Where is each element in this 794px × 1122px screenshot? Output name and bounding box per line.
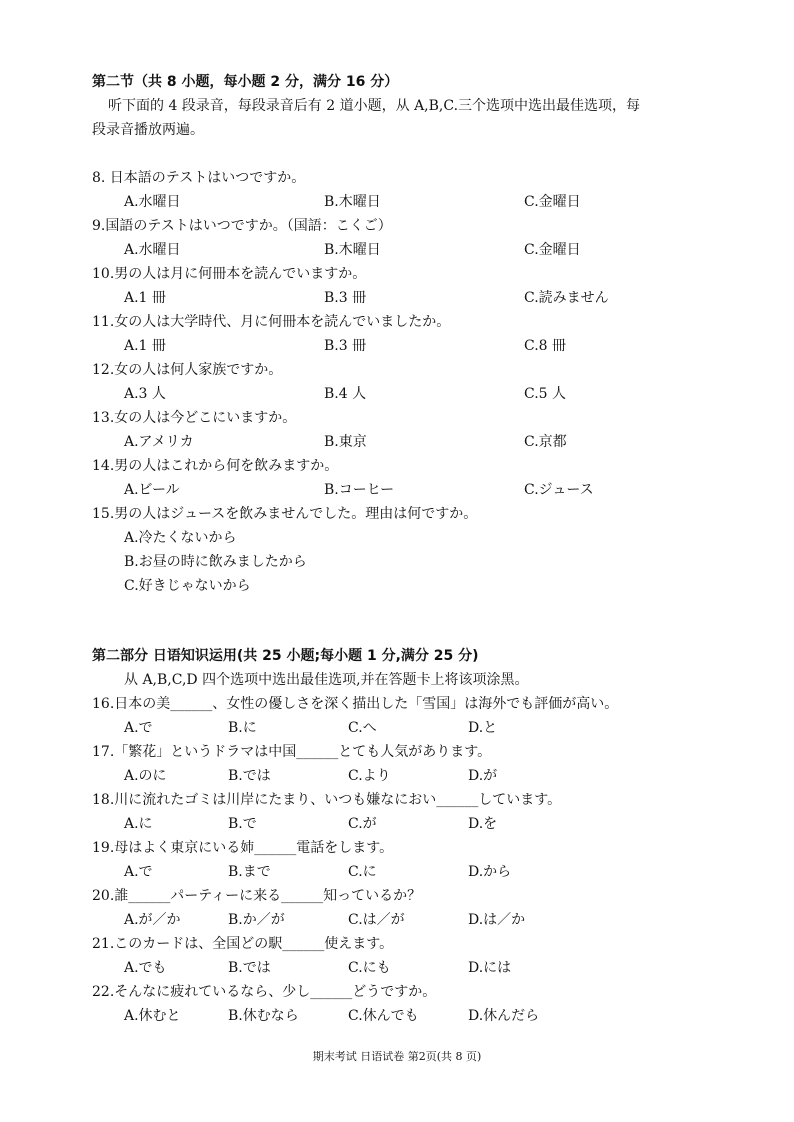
option-d: D.を <box>468 816 498 832</box>
section-title: 第二节（共 8 小题，每小题 2 分，满分 16 分） <box>92 74 399 90</box>
question-19: 19.母はよく東京にいる姉______電話をします。 <box>92 840 394 856</box>
option-d: D.から <box>468 864 512 880</box>
option-a: A.3 人 <box>124 386 166 402</box>
option-b: B.まで <box>228 864 271 880</box>
option-c: C.にも <box>348 960 391 976</box>
page-footer: 期末考试 日语试卷 第2页(共 8 页) <box>312 1050 482 1063</box>
option-b: B.で <box>228 816 257 832</box>
option-c: C.金曜日 <box>524 242 581 258</box>
option-a: A.水曜日 <box>124 242 181 258</box>
question-10: 10.男の人は月に何冊本を読んでいますか。 <box>92 266 367 282</box>
option-b: B.休むなら <box>228 1008 299 1024</box>
option-b: B.東京 <box>324 434 367 450</box>
part-title: 第二部分 日语知识运用(共 25 小题;每小题 1 分,满分 25 分) <box>92 648 479 664</box>
option-a: A.アメリカ <box>124 434 194 450</box>
section-instructions-cont: 段录音播放两遍。 <box>92 122 204 138</box>
option-b: B.木曜日 <box>324 242 381 258</box>
option-b: B.か／が <box>228 912 285 928</box>
option-c: C.読みません <box>524 290 609 306</box>
option-b: B.木曜日 <box>324 194 381 210</box>
option-d: D.休んだら <box>468 1008 540 1024</box>
option-c: C.が <box>348 816 377 832</box>
question-17: 17.「繁花」というドラマは中国______とても人気があります。 <box>92 744 492 760</box>
option-c: C.京都 <box>524 434 567 450</box>
option-d: D.と <box>468 720 498 736</box>
question-16: 16.日本の美______、女性の優しさを深く描出した「雪国」は海外でも評価が高い。 <box>92 696 619 712</box>
option-a: A.に <box>124 816 153 832</box>
question-20: 20.誰______パーティーに来る______知っているか？ <box>92 888 422 904</box>
option-a: A.水曜日 <box>124 194 181 210</box>
option-a: A.1 冊 <box>124 338 166 354</box>
option-a: A.が／か <box>124 912 181 928</box>
option-b: B.では <box>228 960 271 976</box>
option-b: B.3 冊 <box>324 338 367 354</box>
option-d: D.は／か <box>468 912 526 928</box>
question-21: 21.このカードは、全国どの駅______使えます。 <box>92 936 394 952</box>
question-22: 22.そんなに疲れているなら、少し______どうですか。 <box>92 984 437 1000</box>
option-b: B.に <box>228 720 257 736</box>
option-d: D.が <box>468 768 498 784</box>
option-a: A.ビール <box>124 482 180 498</box>
question-12: 12.女の人は何人家族ですか。 <box>92 362 283 378</box>
option-c: C.より <box>348 768 391 784</box>
question-18: 18.川に流れたゴミは川岸にたまり、いつも嫌なにおい______しています。 <box>92 792 562 808</box>
option-b: B.4 人 <box>324 386 367 402</box>
question-14: 14.男の人はこれから何を飲みますか。 <box>92 458 339 474</box>
option-c: C.は／が <box>348 912 405 928</box>
option-a: A.休むと <box>124 1008 181 1024</box>
option-c: C.好きじゃないから <box>124 578 251 594</box>
option-b: B.3 冊 <box>324 290 367 306</box>
question-13: 13.女の人は今どこにいますか。 <box>92 410 297 426</box>
section-instructions: 听下面的 4 段录音，每段录音后有 2 道小题，从 A,B,C.三个选项中选出最佳选项，每 <box>108 98 641 114</box>
question-11: 11.女の人は大学時代、月に何冊本を読んでいましたか。 <box>92 314 451 330</box>
option-c: C.金曜日 <box>524 194 581 210</box>
option-b: B.コーヒー <box>324 482 395 498</box>
option-a: A.1 冊 <box>124 290 166 306</box>
question-15: 15.男の人はジュースを飲みませんでした。理由は何ですか。 <box>92 506 478 522</box>
option-b: B.では <box>228 768 271 784</box>
option-a: A.でも <box>124 960 167 976</box>
option-c: C.8 冊 <box>524 338 567 354</box>
option-c: C.に <box>348 864 377 880</box>
option-a: A.冷たくないから <box>124 530 237 546</box>
question-8: 8. 日本語のテストはいつですか。 <box>92 170 306 186</box>
option-b: B.お昼の時に飲みましたから <box>124 554 307 570</box>
option-c: C.ジュース <box>524 482 594 498</box>
option-c: C.へ <box>348 720 377 736</box>
option-a: A.で <box>124 720 153 736</box>
option-d: D.には <box>468 960 512 976</box>
option-a: A.のに <box>124 768 167 784</box>
option-c: C.5 人 <box>524 386 567 402</box>
part-instructions: 从 A,B,C,D 四个选项中选出最佳选项,并在答题卡上将该项涂黑。 <box>124 672 529 688</box>
option-a: A.で <box>124 864 153 880</box>
option-c: C.休んでも <box>348 1008 419 1024</box>
question-9: 9.国語のテストはいつですか。（国語：こくご） <box>92 218 392 234</box>
